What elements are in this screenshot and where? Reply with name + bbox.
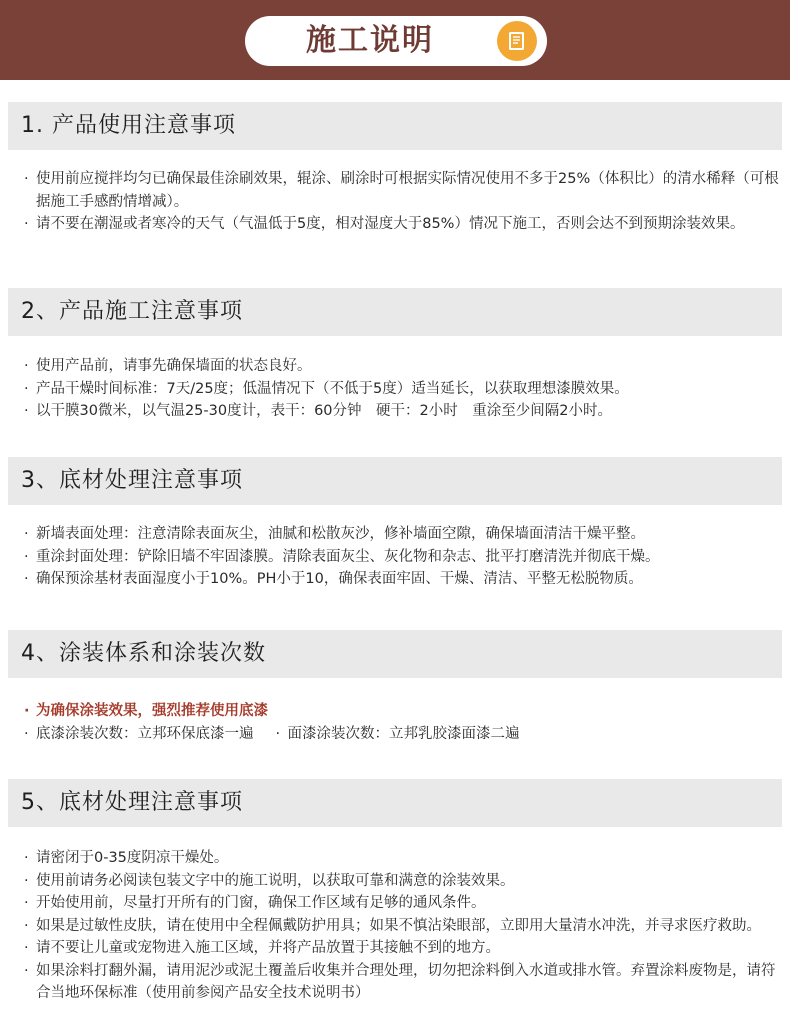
section-title: 5、底材处理注意事项 (21, 790, 243, 815)
section-3-list (24, 523, 782, 591)
list-item: · 请密闭于0-35度阴凉干燥处。 (24, 850, 229, 866)
section-title: 2、产品施工注意事项 (21, 299, 243, 324)
section-header-3 (8, 457, 782, 505)
section-title: 3、底材处理注意事项 (21, 468, 243, 493)
list-item: · 如果是过敏性皮肤，请在使用中全程佩戴防护用具；如果不慎沾染眼部，立即用大量清水冲洗，并寻求医疗救助。 (24, 917, 761, 934)
list-item: · 以干膜30微米，以气温25-30度计，表干：60分钟 硬干：2小时 重涂至少间隔2小时。 (24, 403, 612, 419)
page-title: 施工说明 (306, 23, 434, 58)
section-header-4 (8, 630, 782, 678)
section-header-2 (8, 288, 782, 336)
header-banner (0, 0, 790, 80)
list-item: · 请不要让儿童或宠物进入施工区域，并将产品放置于其接触不到的地方。 (24, 940, 500, 956)
section-header-1 (8, 102, 782, 150)
list-item: · 开始使用前，尽量打开所有的门窗，确保工作区域有足够的通风条件。 (24, 895, 486, 911)
section-title: 4、涂装体系和涂装次数 (21, 641, 266, 666)
list-item: · 使用前请务必阅读包装文字中的施工说明，以获取可靠和满意的涂装效果。 (24, 872, 515, 889)
section-4-list (24, 700, 782, 745)
book-icon (497, 21, 537, 61)
section-title: 1. 产品使用注意事项 (21, 113, 236, 138)
list-item: · 确保预涂基材表面湿度小于10%。PH小于10，确保表面牢固、干燥、清洁、平整无松脱物质。 (24, 571, 643, 587)
list-item: · 面漆涂装次数：立邦乳胶漆面漆二遍 (275, 725, 520, 742)
list-item: · 使用前应搅拌均匀已确保最佳涂刷效果，辊涂、刷涂时可根据实际情况使用不多于25%（体积比）的清水稀释（可根据施工手感酌情增减）。 (24, 171, 779, 210)
list-item: · 使用产品前，请事先确保墙面的状态良好。 (24, 358, 312, 374)
list-item: · 重涂封面处理：铲除旧墙不牢固漆膜。清除表面灰尘、灰化物和杂志、批平打磨清洗并彻底干燥。 (24, 548, 660, 565)
section-header-5 (8, 779, 782, 827)
section-1-list (24, 168, 782, 236)
list-item: · 如果涂料打翻外漏，请用泥沙或泥土覆盖后收集并合理处理，切勿把涂料倒入水道或排水管。弃置涂料废物是，请符合当地环保标准（使用前参阅产品安全技术说明书） (24, 962, 776, 1001)
list-item: · 底漆涂装次数：立邦环保底漆一遍 (24, 725, 254, 742)
section-2-list (24, 355, 782, 423)
highlight-note: · 为确保涂装效果，强烈推荐使用底漆 (24, 703, 268, 719)
header-title-pill (245, 16, 547, 66)
list-item: · 请不要在潮湿或者寒冷的天气（气温低于5度，相对湿度大于85%）情况下施工，否则会达不到预期涂装效果。 (24, 216, 745, 232)
section-5-list (24, 847, 782, 1005)
list-item: · 新墙表面处理：注意清除表面灰尘，油腻和松散灰沙，修补墙面空隙，确保墙面清洁干燥平整。 (24, 526, 645, 542)
list-item: · 产品干燥时间标准：7天/25度；低温情况下（不低于5度）适当延长，以获取理想漆膜效果。 (24, 380, 629, 397)
